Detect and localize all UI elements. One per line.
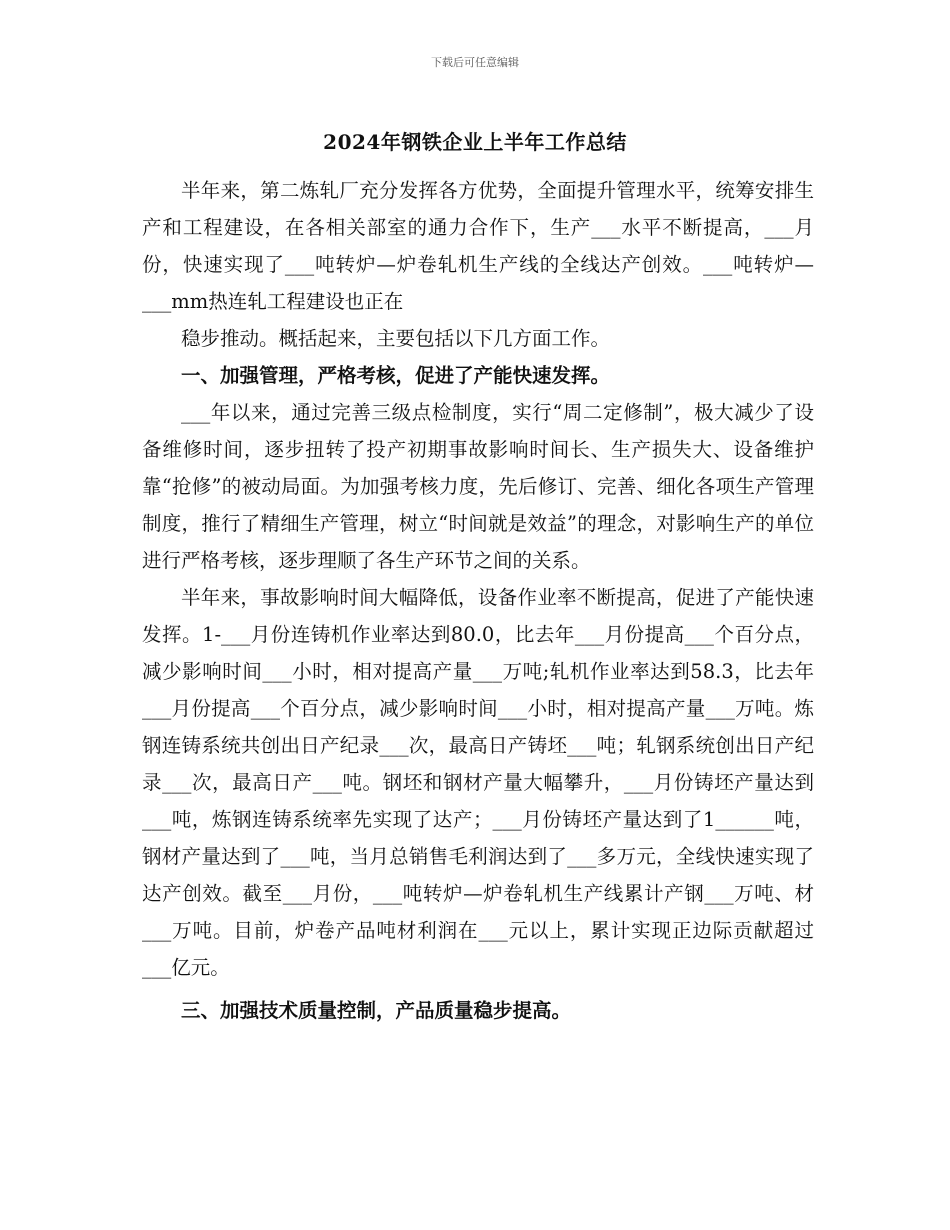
intro-paragraph-continued: 稳步推动。概括起来，主要包括以下几方面工作。 bbox=[181, 327, 611, 350]
document-title: 2024年钢铁企业上半年工作总结 bbox=[323, 130, 627, 154]
section-heading-1: 一、加强管理，严格考核，促进了产能快速发挥。 bbox=[181, 364, 611, 387]
body-paragraph-1: ___年以来，通过完善三级点检制度，实行“周二定修制”，极大减少了设备维修时间，逐步扭转了投产初期事故影响时间长、生产损失大、设备维护靠“抢修”的被动局面。为加强考核力度，先后修订、完善、细化各项生产管理制度，推行了精细生产管理，树立“时间就是效益”的理念，对影响生产的单位进行严格考核，逐步理顺了各生产环节之间的关系。 bbox=[142, 401, 814, 572]
section-heading-3: 三、加强技术质量控制，产品质量稳步提高。 bbox=[181, 999, 572, 1022]
intro-paragraph: 半年来，第二炼轧厂充分发挥各方优势，全面提升管理水平，统筹安排生产和工程建设，在各相关部室的通力合作下，生产___水平不断提高，___月份，快速实现了___吨转炉—炉卷轧机生产线的全线达产创效。___吨转炉—___mm热连轧工程建设也正在 bbox=[142, 179, 814, 313]
document-body bbox=[142, 172, 814, 1029]
body-paragraph-2: 半年来，事故影响时间大幅降低，设备作业率不断提高，促进了产能快速发挥。1-___月份连铸机作业率达到80.0，比去年___月份提高___个百分点，减少影响时间___小时，相对提高产量___万吨;轧机作业率达到58.3，比去年___月份提高___个百分点，减少影响时间___小时，相对提高产量___万吨。炼钢连铸系统共创出日产纪录___次，最高日产铸坯___吨；轧钢系统创出日产纪录___次，最高日产___吨。钢坯和钢材产量大幅攀升，___月份铸坯产量达到___吨，炼钢连铸系统率先实现了达产；___月份铸坯产量达到了1______吨，钢材产量达到了___吨，当月总销售毛利润达到了___多万元，全线快速实现了达产创效。截至___月份，___吨转炉—炉卷轧机生产线累计产钢___万吨、材___万吨。目前，炉卷产品吨材利润在___元以上，累计实现正边际贡献超过___亿元。 bbox=[142, 586, 814, 979]
header-note: 下载后可任意编辑 bbox=[431, 56, 519, 69]
